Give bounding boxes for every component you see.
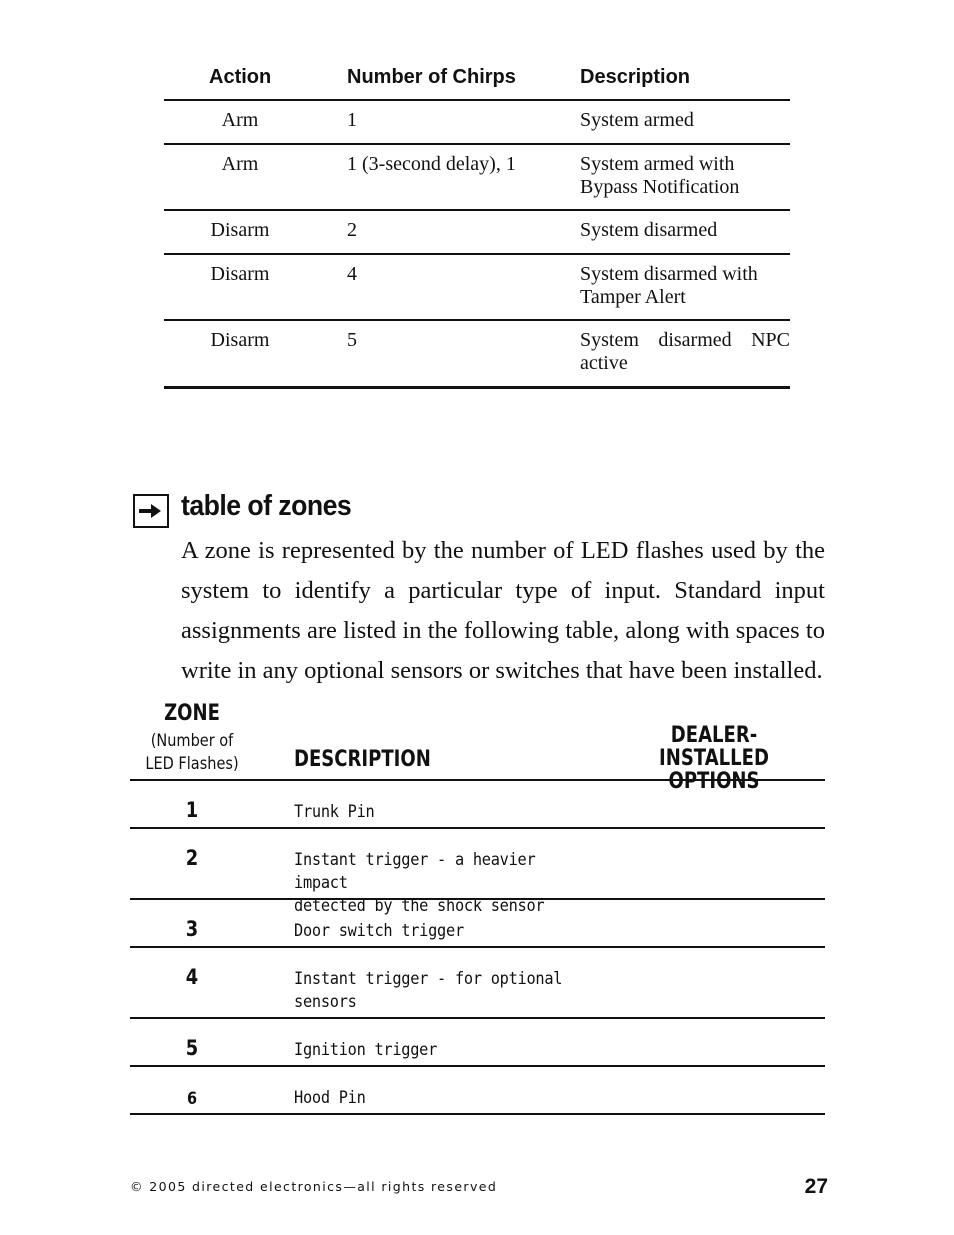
zone-description — [294, 1087, 591, 1110]
zone-description — [294, 920, 591, 943]
description-line: System armed with — [580, 153, 735, 175]
zone-description — [294, 1039, 591, 1062]
chirp-table — [164, 58, 790, 389]
row-chirps: 2 — [347, 219, 357, 241]
row-description — [580, 153, 790, 199]
header-description: DESCRIPTION — [294, 747, 431, 772]
row-action: Disarm — [210, 219, 270, 241]
row-action: Disarm — [210, 263, 270, 285]
description-line: Tamper Alert — [580, 286, 686, 308]
chirp-table-header — [164, 58, 790, 101]
table-row — [130, 948, 825, 1019]
description-line: sensors — [294, 992, 357, 1012]
table-row — [130, 1019, 825, 1067]
zones-table-header — [130, 700, 825, 794]
row-action: Arm — [221, 153, 259, 175]
description-line: System disarmed — [580, 219, 718, 241]
table-row — [130, 829, 825, 916]
row-chirps: 1 (3-second delay), 1 — [347, 153, 516, 175]
table-row — [164, 101, 790, 145]
description-line: Trunk Pin — [294, 802, 375, 822]
arrow-right-icon — [133, 494, 169, 528]
zones-table — [130, 700, 825, 1115]
zone-number: 6 — [186, 1089, 198, 1109]
table-row — [130, 900, 825, 948]
table-row — [164, 321, 790, 389]
header-description: Description — [580, 66, 691, 88]
row-description — [580, 109, 790, 132]
row-chirps: 1 — [347, 109, 357, 131]
zone-number: 1 — [185, 798, 199, 822]
header-options-line: DEALER-INSTALLED — [659, 723, 769, 771]
description-line: System armed — [580, 109, 694, 131]
table-row — [130, 1067, 825, 1115]
zone-number: 4 — [185, 965, 199, 989]
header-action: Action — [209, 66, 272, 88]
row-action: Arm — [221, 109, 259, 131]
description-line: System disarmed with — [580, 263, 758, 285]
description-line: Instant trigger - a heavier impact — [294, 850, 536, 893]
page-number: 27 — [804, 1175, 828, 1198]
header-zone-subtitle-line: (Number of — [150, 731, 234, 750]
header-zone: ZONE — [164, 701, 220, 726]
row-action: Disarm — [210, 329, 270, 351]
description-line: active — [580, 352, 628, 374]
zone-number: 2 — [185, 846, 199, 870]
table-row — [164, 255, 790, 321]
section-title: table of zones — [181, 490, 352, 522]
description-line: Hood Pin — [294, 1088, 366, 1108]
row-description — [580, 219, 790, 242]
table-row — [130, 781, 825, 829]
description-line: detected by the shock sensor — [294, 896, 545, 916]
zone-number: 3 — [185, 917, 199, 941]
description-line: System disarmed NPC — [580, 329, 790, 351]
copyright-footer: © 2005 directed electronics—all rights reserved — [130, 1179, 498, 1194]
section-body: A zone is represented by the number of LED flashes used by the system to identify a particular type of input. Standard input assignments are listed in the following table, along with spaces to write in any optional sensors or switches that have been installed. — [181, 537, 825, 684]
header-zone-subtitle-line: LED Flashes) — [145, 754, 239, 773]
description-line: Bypass Notification — [580, 176, 740, 198]
zone-description — [294, 801, 591, 824]
header-zone-subtitle — [137, 729, 246, 775]
description-line: Instant trigger - for optional — [294, 969, 563, 989]
description-line: Door switch trigger — [294, 921, 464, 941]
zone-number: 5 — [185, 1036, 199, 1060]
header-options-line: OPTIONS — [668, 769, 760, 794]
description-line: Ignition trigger — [294, 1040, 438, 1060]
table-row — [164, 211, 790, 255]
row-chirps: 5 — [347, 329, 357, 351]
zone-description — [294, 968, 591, 1014]
row-description — [580, 263, 790, 309]
table-row — [164, 145, 790, 211]
row-description — [580, 329, 790, 375]
header-number-of-chirps: Number of Chirps — [347, 66, 516, 88]
row-chirps: 4 — [347, 263, 357, 285]
